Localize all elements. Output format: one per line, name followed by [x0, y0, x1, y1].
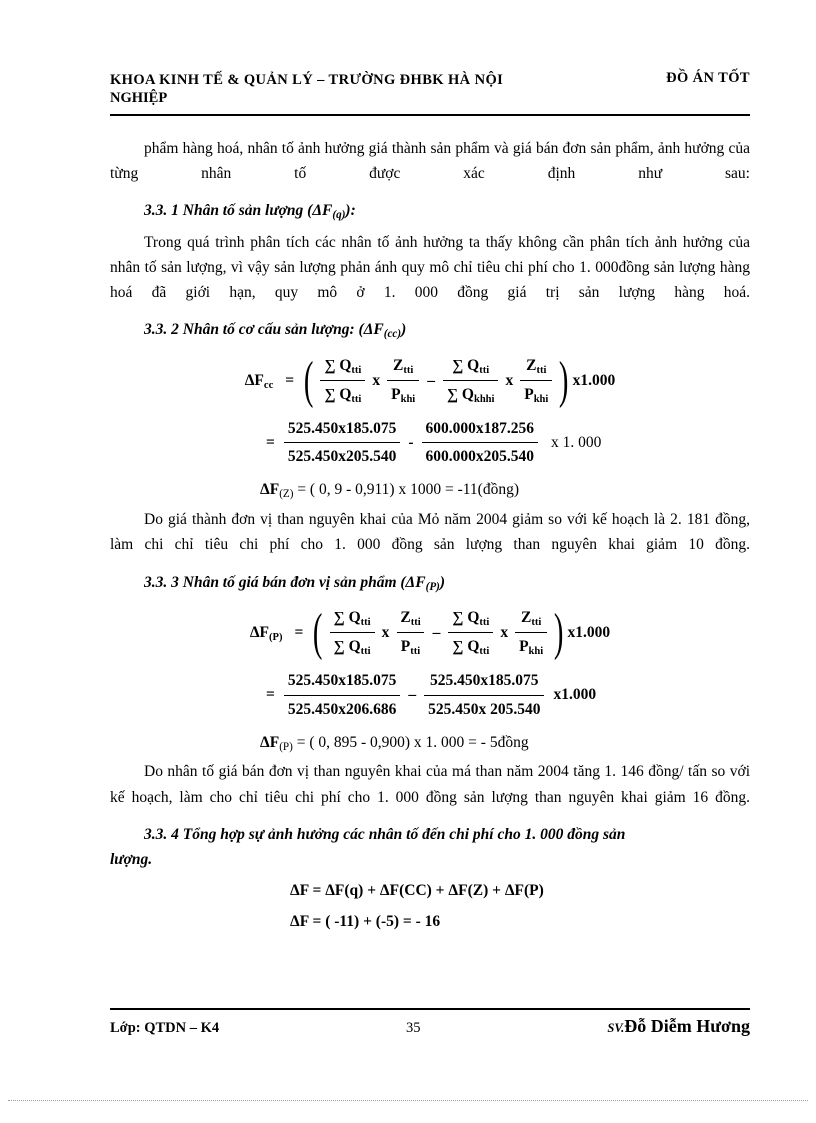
footer-author-prefix: SV.: [607, 1021, 625, 1035]
formula1-term2-den: Pkhi: [387, 380, 419, 408]
header-department: KHOA KINH TẾ & QUẢN LÝ – TRƯỜNG ĐHBK HÀ NỘI: [110, 72, 504, 88]
formula2-term4-num: Ztti: [520, 609, 542, 629]
summary-equation-2: ΔF = ( -11) + (-5) = - 16: [290, 913, 441, 931]
formula2-minus: –: [432, 624, 441, 642]
section-3-3-3-heading: [110, 570, 750, 596]
formula1-term4-num: Ztti: [526, 357, 547, 377]
formula2-eval-op: –: [408, 686, 417, 704]
formula2-term3-den: ∑ Qtti: [448, 632, 493, 660]
section-3-3-2-subscript: (cc): [383, 328, 402, 341]
section-3-3-2-close: ): [401, 321, 407, 339]
page-number: 35: [406, 1020, 421, 1036]
formula1-term1-den: ∑ Qtti: [320, 380, 365, 408]
formula1-lhs-symbol: ΔF: [244, 371, 264, 389]
formula2-term2: [396, 605, 424, 660]
section-3-3-4-heading-line2: lượng.: [110, 850, 153, 868]
formula2-eval-frac2-num: 525.450x185.075: [430, 672, 539, 690]
footer-divider: [110, 1008, 750, 1010]
section-3-3-3-close: ): [439, 573, 446, 591]
formula2-result-line: [110, 730, 750, 756]
formula1-term2-num: Ztti: [393, 357, 414, 377]
formula1-eval-frac2: [422, 416, 539, 469]
section-3-3-1-subscript: (q): [332, 209, 346, 221]
page-footer: [110, 1008, 750, 1037]
page-header: [110, 70, 750, 116]
formula-delta-f-p-evaluation: [110, 668, 750, 721]
formula2-term3-num: ∑ Qtti: [452, 609, 490, 629]
formula1-open-paren: (: [304, 351, 314, 409]
formula1-term3-num: ∑ Qtti: [452, 357, 490, 377]
formula2-result-subscript: (P): [279, 740, 293, 753]
paragraph-after-formula2: Do nhân tố giá bán đơn vị than nguyên khai của má than năm 2004 tăng 1. 146 đồng/ tấn so với kế hoạch, làm cho chỉ tiêu chi phí cho 1. 000 đồng sản lượng than nguyên khai giảm 16 đồng.: [110, 763, 750, 806]
intro-paragraph: phẩm hàng hoá, nhân tố ảnh hưởng giá thành sản phẩm và giá bán đơn sản phẩm, ảnh hưởng của từng nhân tố được xác định như sau:: [110, 140, 750, 183]
section-3-3-1-paragraph: Trong quá trình phân tích các nhân tố ảnh hưởng ta thấy không cần phân tích ảnh hưởng của nhân tố sản lượng, vì vậy sản lượng phản ánh quy mô chỉ tiêu chi phí cho 1. 000đồng sản lượng hàng hoá đã giới hạn, quy mô ở 1. 000 đồng giá trị sản lượng hàng hoá.: [110, 234, 750, 302]
formula1-minus: –: [427, 372, 435, 390]
formula1-eval-frac1: [284, 416, 401, 469]
formula1-eval-frac2-den: 600.000x205.540: [422, 442, 539, 469]
section-3-3-3-symbol: ΔF: [405, 573, 426, 591]
section-3-3-3-subscript: (P): [425, 580, 440, 593]
formula2-term1-num: ∑ Qtti: [333, 609, 371, 629]
section-3-3-1-symbol: ΔF: [312, 202, 333, 220]
formula2-tail: x1.000: [567, 624, 611, 642]
formula1-lhs-subscript: cc: [263, 379, 274, 391]
formula2-eval-tail: x1.000: [553, 686, 597, 704]
formula1-mult1: x: [372, 372, 381, 390]
formula2-term2-den: Ptti: [397, 632, 424, 660]
summary-equation-1: ΔF = ΔF(q) + ΔF(CC) + ΔF(Z) + ΔF(P): [290, 881, 544, 899]
formula1-term4: [520, 353, 552, 408]
page-body: [110, 136, 750, 934]
header-doc-type-line1: ĐỒ ÁN TỐT: [666, 70, 750, 86]
footer-author-name: Đỗ Diễm Hương: [624, 1016, 750, 1036]
formula2-open-paren: (: [313, 604, 323, 662]
formula1-term4-den: Pkhi: [520, 380, 552, 408]
formula1-mult2: x: [505, 372, 514, 390]
formula1-group: [300, 353, 573, 408]
formula2-eval-frac1-den: 525.450x206.686: [284, 695, 401, 722]
formula1-term2: [387, 353, 419, 408]
formula-delta-f-cc: [110, 353, 750, 408]
formula2-term4-den: Pkhi: [515, 632, 547, 660]
formula1-eval-tail: x 1. 000: [551, 434, 602, 452]
formula1-result-expression: = ( 0, 9 - 0,911) x 1000 = -11(đồng): [297, 481, 519, 499]
formula2-lhs-symbol: ΔF: [249, 623, 270, 641]
section-3-3-1-title: 3.3. 1 Nhân tố sản lượng (: [144, 202, 313, 220]
formula1-result-line: [110, 477, 750, 503]
formula2-term1-den: ∑ Qtti: [330, 632, 375, 660]
section-3-3-1-close: ):: [345, 202, 356, 220]
formula1-lhs: [245, 368, 274, 394]
formula1-term3: [443, 353, 498, 408]
footer-class: Lớp: QTDN – K4: [110, 1020, 220, 1036]
formula1-eval-op: -: [408, 434, 414, 452]
formula2-lhs-subscript: (P): [269, 631, 283, 643]
formula2-eval-frac1: [284, 668, 401, 721]
formula2-mult1: x: [381, 624, 390, 642]
formula2-result-expression: = ( 0, 895 - 0,900) x 1. 000 = - 5đồng: [296, 733, 529, 751]
footer-author: [607, 1016, 750, 1037]
formula1-result-symbol: ΔF: [260, 481, 280, 499]
formula2-mult2: x: [500, 624, 509, 642]
formula2-eval-frac2: [424, 668, 544, 721]
formula1-eval-frac1-den: 525.450x205.540: [284, 442, 401, 469]
page-content: [110, 70, 750, 940]
formula2-group: [309, 605, 567, 660]
formula1-term1-num: ∑ Qtti: [324, 357, 362, 377]
bottom-dotted-line: [8, 1100, 808, 1101]
formula2-equals: =: [294, 624, 304, 642]
header-doc-type-line2: NGHIỆP: [110, 90, 168, 106]
section-3-3-3-title: 3.3. 3 Nhân tố giá bán đơn vị sản phẩm (: [144, 573, 406, 591]
formula1-term3-den: ∑ Qkhhi: [443, 380, 498, 408]
formula1-eval-frac2-num: 600.000x187.256: [425, 420, 535, 438]
paragraph-after-formula1: Do giá thành đơn vị than nguyên khai của Mỏ năm 2004 giảm so với kế hoạch là 2. 181 đồng, làm chi chỉ tiêu chi phí cho 1. 000 đồng sản lượng than nguyên khai giảm 10 đồng.: [110, 511, 750, 554]
formula2-term1: [330, 605, 375, 660]
formula1-close-paren: ): [559, 351, 569, 409]
formula-delta-f-cc-evaluation: [110, 416, 750, 469]
formula1-eval-frac1-num: 525.450x185.075: [287, 420, 397, 438]
formula2-lhs: [250, 620, 283, 646]
formula1-result-subscript: (Z): [279, 488, 294, 501]
formula2-term3: [448, 605, 493, 660]
section-3-3-1-heading: [110, 198, 750, 224]
formula1-term1: [320, 353, 365, 408]
formula2-result-symbol: ΔF: [260, 733, 280, 751]
formula2-eval-equals: =: [266, 686, 275, 704]
formula2-term2-num: Ztti: [400, 609, 421, 629]
section-3-3-2-title: 3.3. 2 Nhân tố cơ cấu sản lượng: (: [144, 321, 364, 339]
formula2-eval-frac2-den: 525.450x 205.540: [424, 695, 544, 722]
formula2-term4: [515, 605, 547, 660]
formula1-equals: =: [285, 372, 295, 390]
formula2-eval-frac1-num: 525.450x185.075: [287, 672, 397, 690]
formula-delta-f-p: [110, 605, 750, 660]
formula1-eval-equals: =: [266, 434, 275, 452]
formula1-tail: x1.000: [572, 372, 616, 390]
section-3-3-2-heading: [110, 317, 750, 343]
section-3-3-4-heading-line1: 3.3. 4 Tổng hợp sự ảnh hưởng các nhân tố đến chi phí cho 1. 000 đồng sản: [144, 825, 626, 843]
header-divider: [110, 114, 750, 116]
section-3-3-2-symbol: ΔF: [363, 321, 384, 339]
formula2-close-paren: ): [554, 604, 564, 662]
